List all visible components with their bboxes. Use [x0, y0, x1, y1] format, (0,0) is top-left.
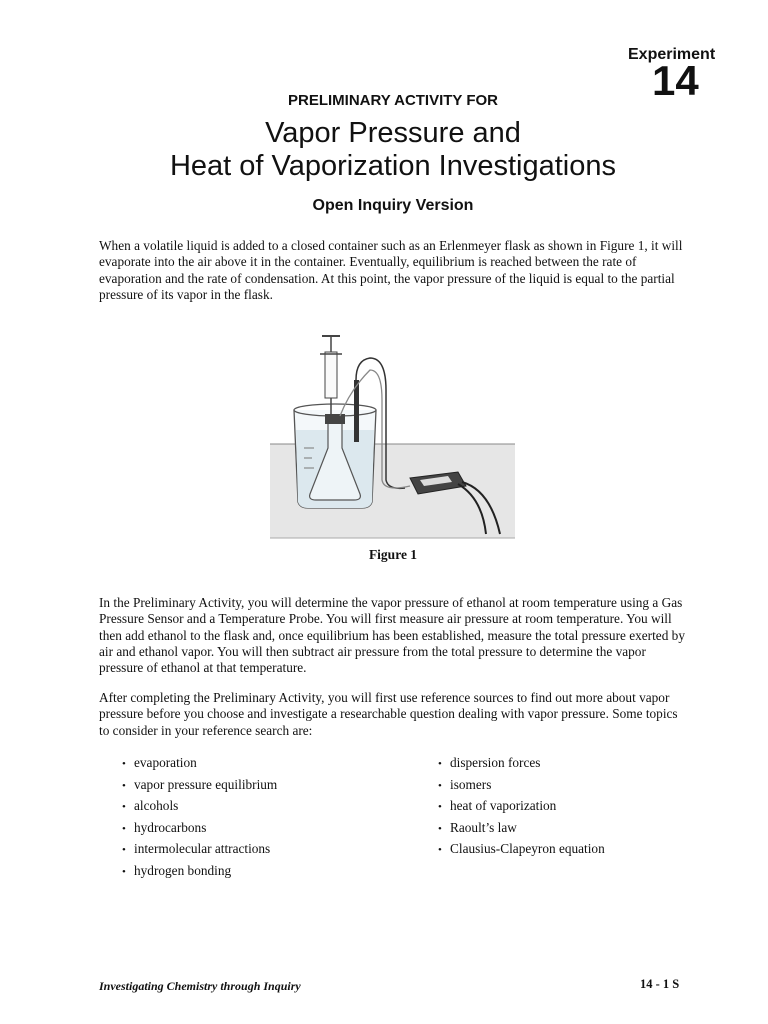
- list-item: • dispersion forces: [438, 753, 605, 775]
- topics-list-left: [122, 753, 277, 882]
- list-item: • intermolecular attractions: [122, 839, 277, 861]
- page-title: [0, 117, 768, 183]
- list-item: • heat of vaporization: [438, 796, 605, 818]
- reference-search-paragraph: After completing the Preliminary Activity, you will first use reference sources to find out more about vapor pressure before you choose and investigate a researchable question dealing with vapor pressure. Some topics to consider in your reference search are:: [99, 690, 678, 738]
- list-item: • isomers: [438, 775, 605, 797]
- flask-stopper: [325, 414, 345, 424]
- intro-paragraph: When a volatile liquid is added to a closed container such as an Erlenmeyer flask as shown in Figure 1, it will evaporate into the air above it in the container. Eventually, equilibrium is reached between the rate of evaporation and the rate of condensation. At this point, the vapor pressure of the liquid is equal to the partial pressure of its vapor in the flask.: [99, 238, 683, 302]
- list-item: • alcohols: [122, 796, 277, 818]
- title-line-1: Vapor Pressure and: [265, 117, 521, 149]
- figure-caption: Figure 1: [368, 547, 418, 562]
- list-item: • Clausius-Clapeyron equation: [438, 839, 605, 861]
- experiment-number: 14: [652, 57, 699, 104]
- footer-book-title: Investigating Chemistry through Inquiry: [99, 979, 301, 993]
- list-item: • hydrocarbons: [122, 818, 277, 840]
- list-item: • evaporation: [122, 753, 277, 775]
- list-item: • vapor pressure equilibrium: [122, 775, 277, 797]
- list-item: • Raoult’s law: [438, 818, 605, 840]
- page-subtitle: Open Inquiry Version: [312, 197, 474, 214]
- title-line-2: Heat of Vaporization Investigations: [169, 150, 616, 182]
- preliminary-activity-paragraph: In the Preliminary Activity, you will determine the vapor pressure of ethanol at room temperature using a Gas Pressure Sensor and a Temperature Probe. You will first measure air pressure at room temperature. You will then add ethanol to the flask and, once equilibrium has been established, measure the total pressure exerted by air and ethanol vapor. You will then subtract air pressure from the total pressure to determine the vapor pressure of ethanol at that temperature.: [99, 595, 685, 676]
- preliminary-activity-heading: PRELIMINARY ACTIVITY FOR: [287, 92, 498, 109]
- footer-page-number: 14 - 1 S: [640, 977, 680, 991]
- list-item: • hydrogen bonding: [122, 861, 277, 883]
- topics-list-right: [438, 753, 605, 861]
- apparatus-illustration: [270, 330, 520, 540]
- experiment-label: Experiment: [628, 46, 716, 63]
- syringe-barrel: [325, 352, 337, 398]
